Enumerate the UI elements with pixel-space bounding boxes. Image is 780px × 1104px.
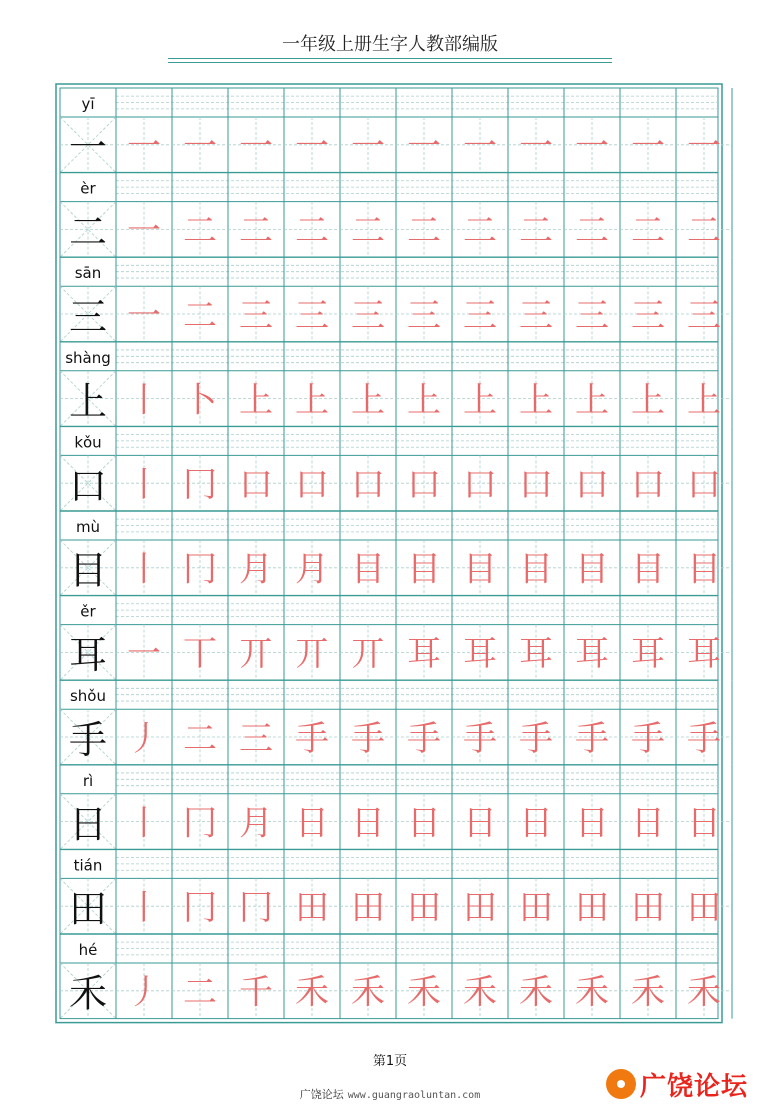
stroke-step-character: 田 — [631, 888, 665, 928]
pinyin-label: èr — [80, 179, 96, 198]
pinyin-label: hé — [78, 941, 98, 959]
stroke-step-character: 三 — [351, 295, 385, 336]
stroke-step-character: 月 — [295, 549, 329, 590]
stroke-step-character: 丌 — [295, 634, 329, 675]
stroke-step-character: 禾 — [463, 972, 497, 1013]
stroke-step-character: 二 — [183, 211, 217, 252]
pinyin-label: sān — [74, 264, 102, 283]
stroke-step-character: 丅 — [183, 634, 217, 675]
stroke-step-character: 冂 — [183, 888, 217, 928]
stroke-step-character: 耳 — [519, 634, 553, 675]
stroke-step-character: 一 — [127, 211, 161, 252]
stroke-step-character: 上 — [519, 380, 553, 421]
stroke-step-character: 日 — [295, 803, 329, 844]
stroke-step-character: 日 — [407, 803, 441, 844]
stroke-step-character: 上 — [407, 380, 441, 421]
stroke-step-character: 目 — [631, 549, 665, 590]
stroke-step-character: 口 — [631, 465, 665, 505]
stroke-step-character: 一 — [407, 126, 441, 167]
stroke-step-character: 手 — [519, 718, 553, 759]
stroke-step-character: 手 — [575, 718, 609, 759]
stroke-step-character: 上 — [351, 380, 385, 421]
stroke-step-character: 一 — [463, 126, 497, 167]
stroke-step-character: 田 — [575, 888, 609, 928]
stroke-step-character: 禾 — [687, 972, 721, 1013]
stroke-step-character: 口 — [407, 465, 441, 505]
model-character: 田 — [68, 887, 108, 931]
stroke-step-character: 二 — [183, 295, 217, 336]
stroke-step-character: 二 — [575, 211, 609, 252]
page-title: 一年级上册生字人教部编版 — [282, 34, 498, 55]
stroke-step-character: 三 — [239, 718, 273, 759]
stroke-step-character: 三 — [519, 295, 553, 336]
stroke-step-character: 口 — [295, 465, 329, 505]
stroke-step-character: 上 — [239, 380, 273, 421]
stroke-step-character: 丌 — [239, 634, 273, 675]
site-logo — [606, 1064, 748, 1104]
stroke-step-character: 二 — [687, 211, 721, 252]
model-character: 上 — [68, 379, 108, 424]
stroke-step-character: 丨 — [127, 380, 161, 421]
stroke-step-character: 卜 — [183, 380, 217, 421]
stroke-step-character: 丨 — [127, 549, 161, 590]
stroke-step-character: 耳 — [687, 634, 721, 675]
stroke-step-character: 口 — [519, 465, 553, 505]
model-character: 二 — [68, 210, 108, 255]
stroke-step-character: 一 — [183, 126, 217, 167]
stroke-step-character: 口 — [351, 465, 385, 505]
stroke-step-character: 手 — [295, 718, 329, 759]
stroke-step-character: 目 — [575, 549, 609, 590]
stroke-step-character: 一 — [631, 126, 665, 167]
stroke-step-character: 手 — [687, 718, 721, 759]
footer-brand: 广饶论坛 — [299, 1088, 344, 1101]
stroke-step-character: 三 — [407, 295, 441, 336]
stroke-step-character: 二 — [463, 211, 497, 252]
stroke-step-character: 田 — [463, 888, 497, 928]
stroke-step-character: 千 — [239, 972, 273, 1013]
stroke-step-character: 二 — [183, 972, 217, 1013]
stroke-step-character: 上 — [575, 380, 609, 421]
stroke-step-character: 一 — [519, 126, 553, 167]
stroke-step-character: 丌 — [351, 634, 385, 675]
stroke-step-character: 手 — [631, 718, 665, 759]
logo-icon — [606, 1069, 636, 1099]
stroke-step-character: 丨 — [127, 803, 161, 844]
stroke-step-character: 二 — [295, 211, 329, 252]
model-character: 手 — [68, 717, 108, 762]
model-character: 日 — [68, 802, 108, 847]
stroke-step-character: 丨 — [127, 888, 161, 928]
stroke-step-character: 月 — [239, 803, 273, 844]
stroke-step-character: 口 — [239, 465, 273, 505]
model-character: 三 — [68, 294, 108, 339]
stroke-step-character: 二 — [407, 211, 441, 252]
stroke-step-character: 口 — [575, 465, 609, 505]
stroke-step-character: 一 — [687, 126, 721, 167]
stroke-step-character: 田 — [407, 888, 441, 928]
stroke-step-character: 三 — [575, 295, 609, 336]
stroke-step-character: 耳 — [575, 634, 609, 675]
stroke-step-character: 手 — [463, 718, 497, 759]
stroke-step-character: 手 — [351, 718, 385, 759]
pinyin-label: tián — [73, 856, 103, 875]
stroke-step-character: 二 — [183, 718, 217, 759]
stroke-step-character: 目 — [463, 549, 497, 590]
stroke-step-character: 耳 — [631, 634, 665, 675]
stroke-step-character: 日 — [351, 803, 385, 844]
stroke-step-character: 一 — [295, 126, 329, 167]
stroke-step-character: 耳 — [407, 634, 441, 675]
pinyin-label: yī — [81, 95, 95, 113]
stroke-step-character: 上 — [687, 380, 721, 421]
stroke-step-character: 禾 — [295, 972, 329, 1013]
logo-text: 广饶论坛 — [640, 1071, 749, 1102]
stroke-step-character: 日 — [575, 803, 609, 844]
stroke-step-character: 三 — [239, 295, 273, 336]
model-character: 耳 — [68, 633, 108, 678]
stroke-step-character: 田 — [519, 888, 553, 928]
stroke-step-character: 一 — [239, 126, 273, 167]
stroke-step-character: 上 — [631, 380, 665, 421]
stroke-step-character: 一 — [127, 126, 161, 167]
pinyin-label: shǒu — [69, 687, 107, 706]
model-character: 口 — [68, 464, 108, 508]
pinyin-label: shàng — [65, 348, 111, 367]
stroke-step-character: 口 — [463, 465, 497, 505]
stroke-step-character: 丿 — [127, 972, 161, 1013]
stroke-step-character: 禾 — [407, 972, 441, 1013]
stroke-step-character: 田 — [351, 888, 385, 928]
stroke-step-character: 一 — [127, 295, 161, 336]
stroke-step-character: 耳 — [463, 634, 497, 675]
stroke-step-character: 上 — [295, 380, 329, 421]
footer-site: www.guangraoluntan.com — [347, 1090, 481, 1101]
stroke-step-character: 冂 — [183, 465, 217, 505]
stroke-step-character: 冂 — [183, 549, 217, 590]
stroke-step-character: 一 — [351, 126, 385, 167]
stroke-step-character: 二 — [239, 211, 273, 252]
stroke-step-character: 丿 — [127, 718, 161, 759]
stroke-step-character: 上 — [463, 380, 497, 421]
stroke-step-character: 三 — [631, 295, 665, 336]
stroke-step-character: 目 — [407, 549, 441, 590]
stroke-step-character: 二 — [351, 211, 385, 252]
stroke-step-character: 三 — [687, 295, 721, 336]
stroke-step-character: 日 — [463, 803, 497, 844]
stroke-step-character: 田 — [295, 888, 329, 928]
stroke-step-character: 丨 — [127, 465, 161, 505]
stroke-step-character: 月 — [239, 549, 273, 590]
stroke-step-character: 一 — [127, 634, 161, 675]
pinyin-label: mù — [75, 518, 101, 536]
pinyin-label: rì — [82, 771, 94, 790]
stroke-step-character: 禾 — [351, 972, 385, 1013]
stroke-step-character: 禾 — [519, 972, 553, 1013]
stroke-step-character: 目 — [687, 549, 721, 590]
stroke-step-character: 口 — [687, 465, 721, 505]
stroke-step-character: 二 — [519, 211, 553, 252]
page-number: 第1页 — [372, 1054, 408, 1069]
model-character: 目 — [68, 548, 108, 593]
stroke-step-character: 田 — [687, 888, 721, 928]
stroke-step-character: 目 — [351, 549, 385, 590]
model-character: 一 — [68, 125, 108, 170]
stroke-step-character: 日 — [631, 803, 665, 844]
stroke-step-character: 三 — [295, 295, 329, 336]
stroke-step-character: 三 — [463, 295, 497, 336]
stroke-step-character: 冂 — [183, 803, 217, 844]
stroke-step-character: 日 — [519, 803, 553, 844]
model-character: 禾 — [68, 971, 108, 1016]
stroke-step-character: 目 — [519, 549, 553, 590]
stroke-step-character: 禾 — [631, 972, 665, 1013]
pinyin-label: kǒu — [74, 433, 102, 452]
stroke-step-character: 手 — [407, 718, 441, 759]
stroke-step-character: 二 — [631, 211, 665, 252]
stroke-step-character: 禾 — [575, 972, 609, 1013]
stroke-step-character: 一 — [575, 126, 609, 167]
stroke-step-character: 日 — [687, 803, 721, 844]
pinyin-label: ěr — [80, 602, 96, 621]
stroke-step-character: 冂 — [239, 888, 273, 928]
